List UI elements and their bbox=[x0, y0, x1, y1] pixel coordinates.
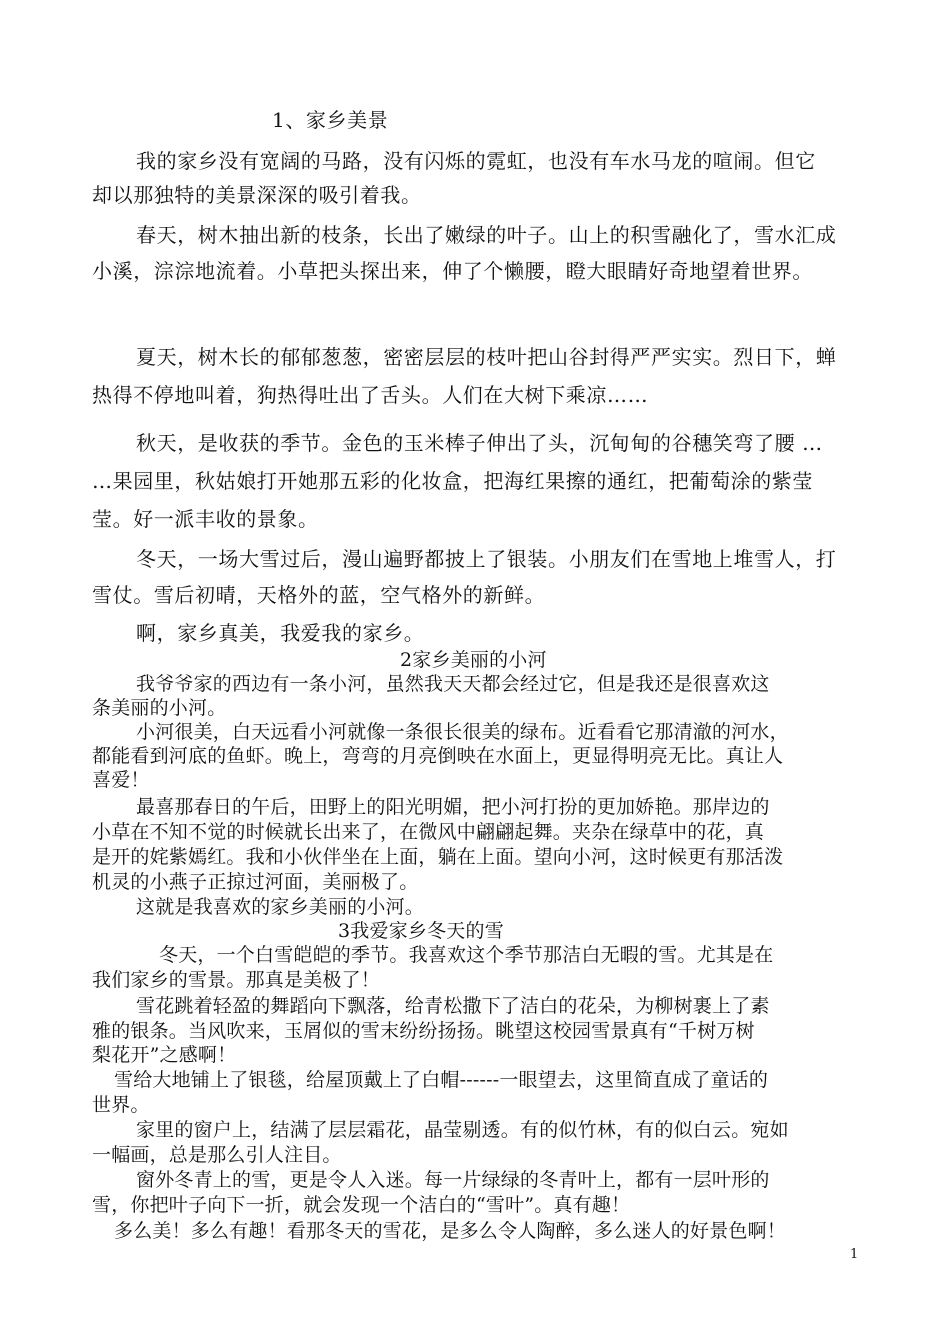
paragraph-line: 家里的窗户上，结满了层层霜花，晶莹剔透。有的似竹林，有的似白云。宛如 bbox=[136, 1119, 789, 1141]
paragraph-line: …果园里，秋姑娘打开她那五彩的化妆盒，把海红果擦的通红，把葡萄涂的紫莹 bbox=[92, 469, 813, 493]
paragraph-line: 啊，家乡真美，我爱我的家乡。 bbox=[136, 621, 425, 645]
paragraph-line: 热得不停地叫着，狗热得吐出了舌头。人们在大树下乘凉…… bbox=[92, 383, 649, 407]
paragraph-line: 冬天，一个白雪皑皑的季节。我喜欢这个季节那洁白无暇的雪。尤其是在 bbox=[159, 944, 774, 966]
section-2-title: 2家乡美丽的小河 bbox=[400, 649, 547, 671]
paragraph-line: 雪，你把叶子向下一折，就会发现一个洁白的“雪叶”。真有趣！ bbox=[92, 1194, 631, 1216]
page-number: 1 bbox=[850, 1247, 859, 1262]
paragraph-line: 我的家乡没有宽阔的马路，没有闪烁的霓虹，也没有车水马龙的喧闹。但它 bbox=[136, 149, 816, 173]
paragraph-line: 我们家乡的雪景。那真是美极了！ bbox=[92, 969, 381, 991]
paragraph-line: 我爷爷家的西边有一条小河，虽然我天天都会经过它，但是我还是很喜欢这 bbox=[136, 673, 770, 695]
paragraph-line: 冬天，一场大雪过后，漫山遍野都披上了银装。小朋友们在雪地上堆雪人，打 bbox=[136, 547, 837, 571]
paragraph-line: 条美丽的小河。 bbox=[92, 697, 227, 719]
paragraph-line: 小草在不知不觉的时候就长出来了，在微风中翩翩起舞。夹杂在绿草中的花，真 bbox=[92, 821, 765, 843]
paragraph-line: 窗外冬青上的雪，更是令人入迷。每一片绿绿的冬青叶上，都有一层叶形的 bbox=[136, 1169, 770, 1191]
section-1-title: 1、家乡美景 bbox=[272, 108, 389, 132]
paragraph-line: 多么美！多么有趣！看那冬天的雪花，是多么令人陶醉，多么迷人的好景色啊！ bbox=[114, 1220, 787, 1242]
section-3-title: 3我爱家乡冬天的雪 bbox=[338, 920, 504, 942]
paragraph-line: 这就是我喜欢的家乡美丽的小河。 bbox=[136, 896, 425, 918]
paragraph-line: 却以那独特的美景深深的吸引着我。 bbox=[92, 183, 422, 207]
paragraph-line: 最喜那春日的午后，田野上的阳光明媚，把小河打扮的更加娇艳。那岸边的 bbox=[136, 796, 770, 818]
paragraph-line: 夏天，树木长的郁郁葱葱，密密层层的枝叶把山谷封得严严实实。烈日下，蝉 bbox=[136, 345, 837, 369]
paragraph-line: 雪仗。雪后初晴，天格外的蓝，空气格外的新鲜。 bbox=[92, 583, 546, 607]
paragraph-line: 一幅画，总是那么引人注目。 bbox=[92, 1144, 342, 1166]
paragraph-line: 小溪，淙淙地流着。小草把头探出来，伸了个懒腰，瞪大眼睛好奇地望着世界。 bbox=[92, 259, 813, 283]
paragraph-line: 雅的银条。当风吹来，玉屑似的雪末纷纷扬扬。眺望这校园雪景真有“千树万树 bbox=[92, 1020, 755, 1042]
paragraph-line: 春天，树木抽出新的枝条，长出了嫩绿的叶子。山上的积雪融化了，雪水汇成 bbox=[136, 223, 837, 247]
paragraph-line: 世界。 bbox=[92, 1094, 150, 1116]
paragraph-line: 是开的姹紫嫣红。我和小伙伴坐在上面，躺在上面。望向小河，这时候更有那活泼 bbox=[92, 846, 784, 868]
paragraph-line: 都能看到河底的鱼虾。晚上，弯弯的月亮倒映在水面上，更显得明亮无比。真让人 bbox=[92, 745, 784, 767]
paragraph-line: 莹。好一派丰收的景象。 bbox=[92, 507, 319, 531]
paragraph-line: 雪给大地铺上了银毯，给屋顶戴上了白帽------一眼望去，这里简直成了童话的 bbox=[114, 1069, 769, 1091]
paragraph-line: 机灵的小燕子正掠过河面，美丽极了。 bbox=[92, 871, 419, 893]
paragraph-line: 秋天，是收获的季节。金色的玉米棒子伸出了头，沉甸甸的谷穗笑弯了腰 … bbox=[136, 431, 823, 455]
paragraph-line: 梨花开”之感啊！ bbox=[92, 1044, 237, 1066]
paragraph-line: 小河很美，白天远看小河就像一条很长很美的绿布。近看看它那清澈的河水， bbox=[136, 721, 789, 743]
paragraph-line: 雪花跳着轻盈的舞蹈向下飘落，给青松撒下了洁白的花朵，为柳树裹上了素 bbox=[136, 995, 770, 1017]
paragraph-line: 喜爱！ bbox=[92, 769, 150, 791]
